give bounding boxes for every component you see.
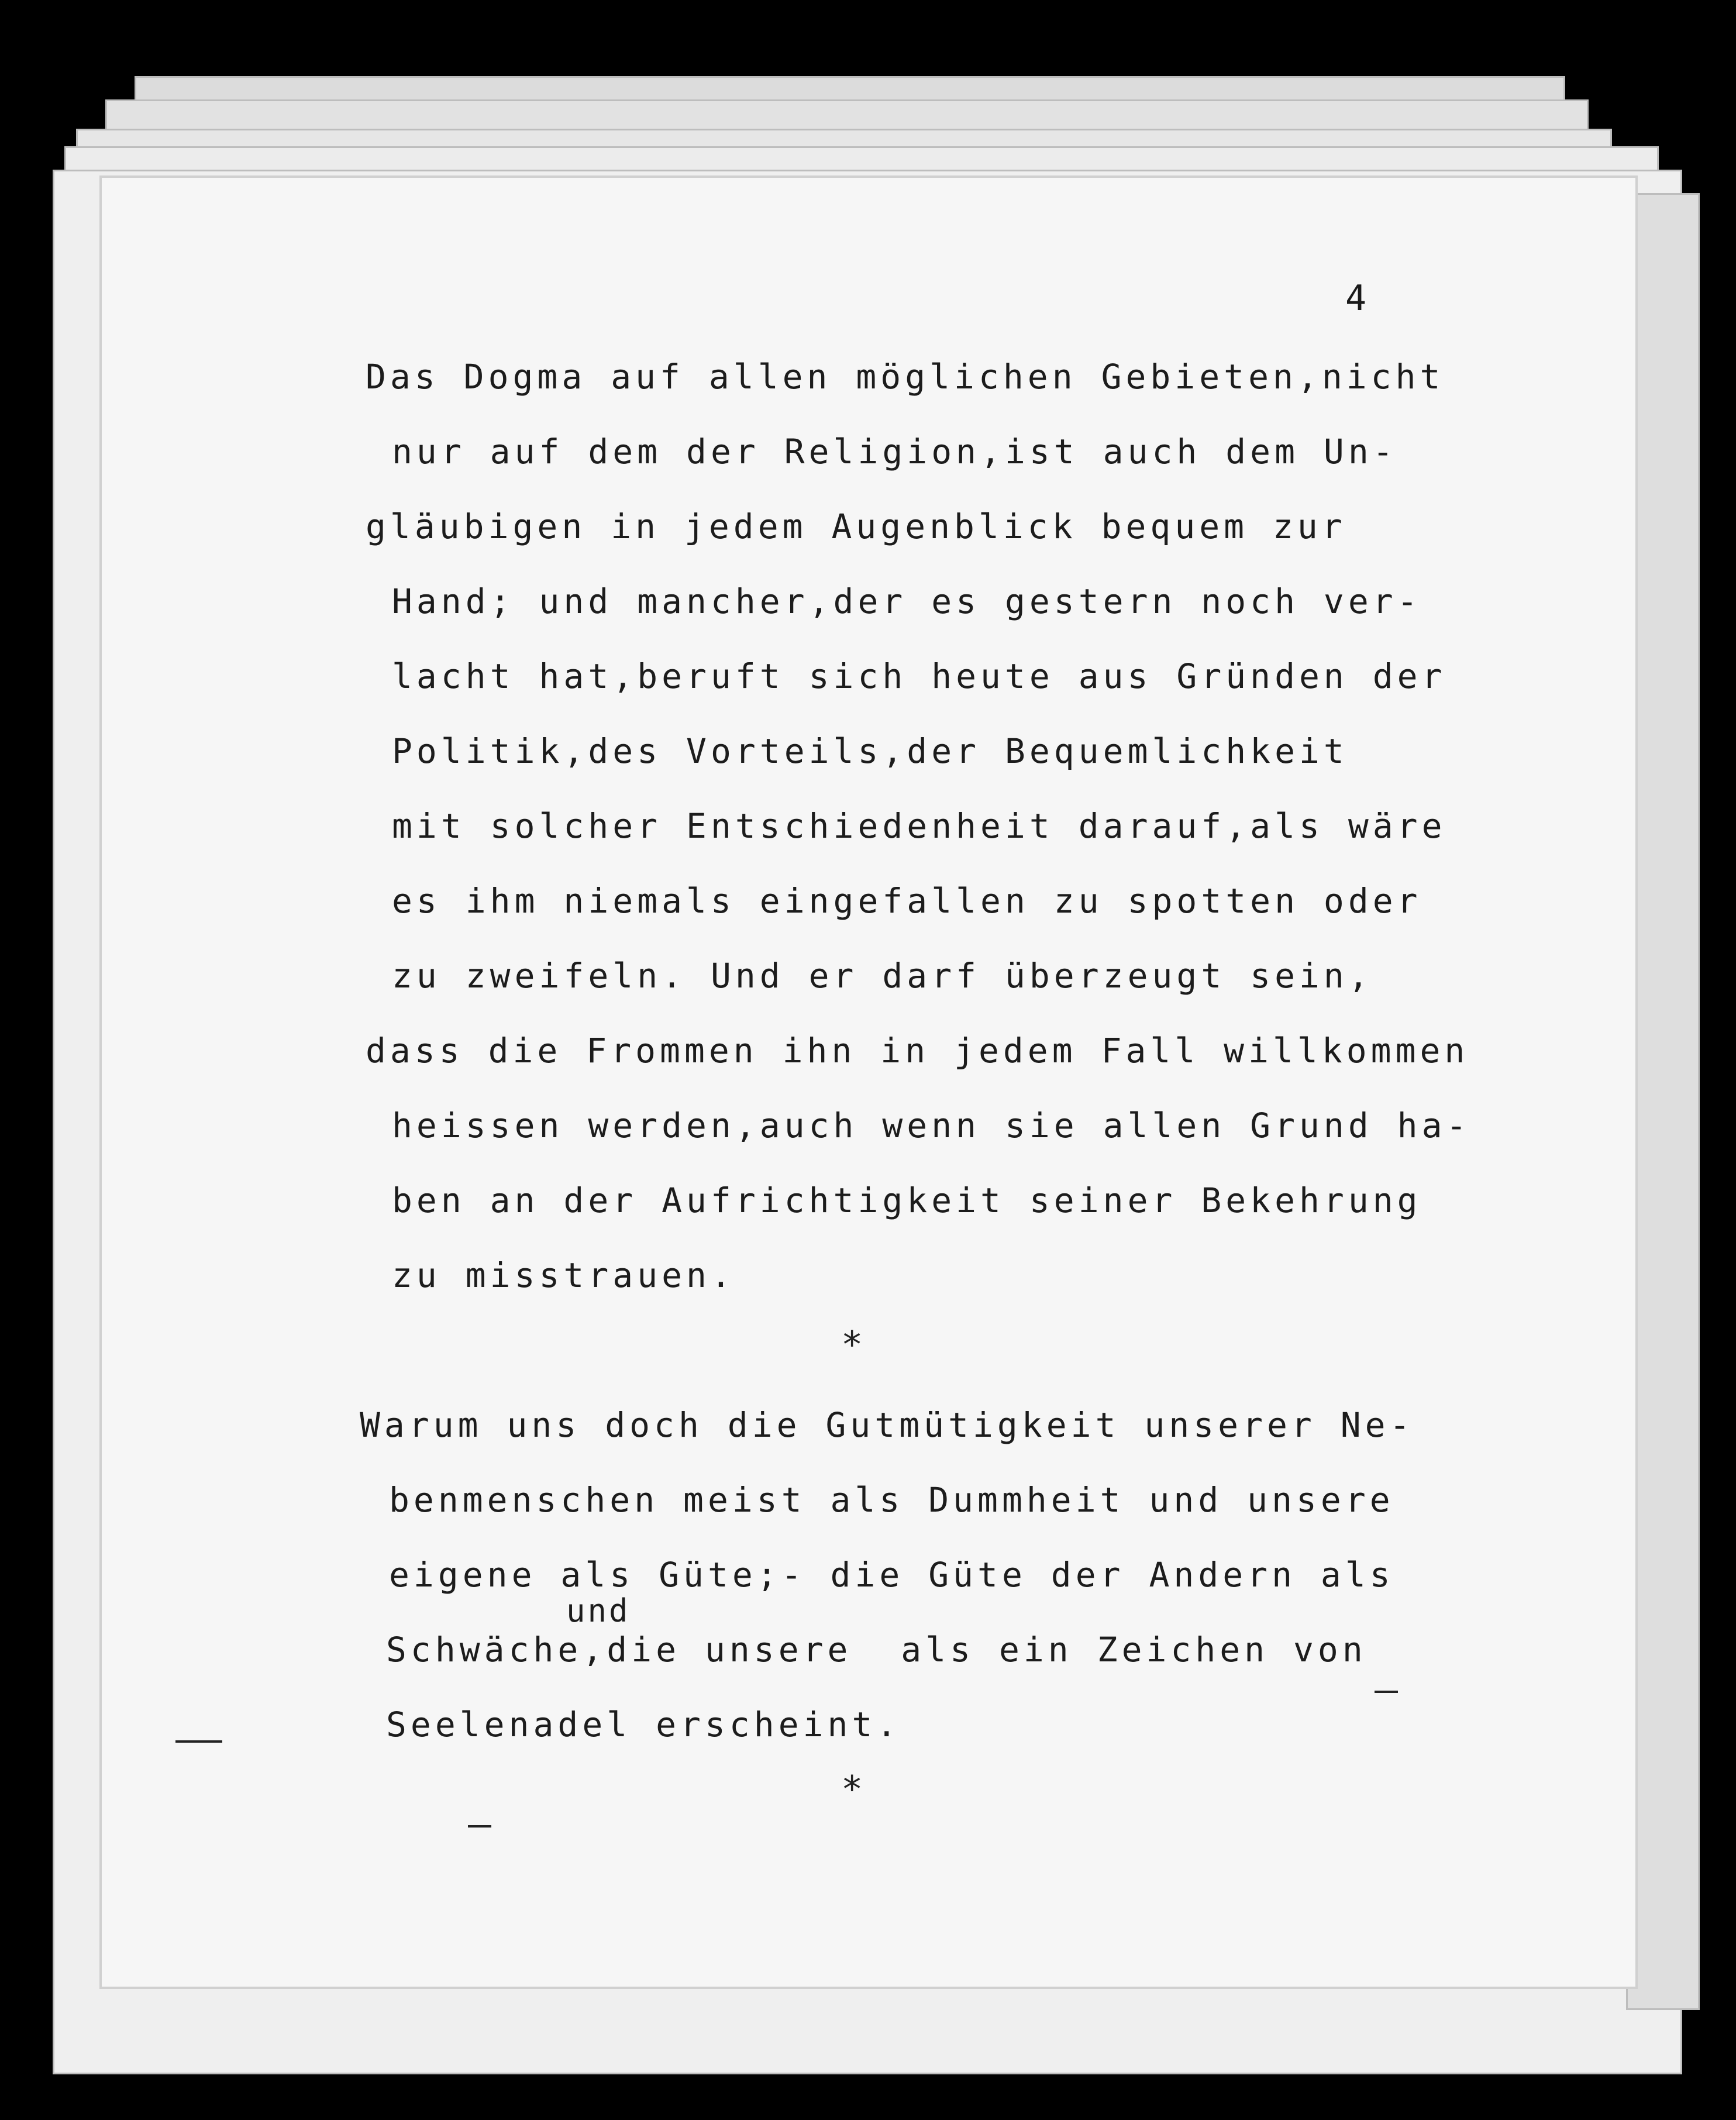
text-line: zu zweifeln. Und er darf überzeugt sein, xyxy=(392,956,1373,996)
text-line: eigene als Güte;- die Güte der Andern als xyxy=(389,1555,1394,1595)
section-separator: * xyxy=(841,1768,863,1811)
handwritten-insertion: und xyxy=(566,1592,631,1629)
text-line: Hand; und mancher,der es gestern noch ver- xyxy=(392,581,1422,621)
text-line: heissen werden,auch wenn sie allen Grund ha- xyxy=(392,1106,1471,1145)
text-line: dass die Frommen ihn in jedem Fall willkommen xyxy=(366,1031,1469,1071)
stray-mark xyxy=(175,1740,222,1743)
text-line: mit solcher Entschiedenheit darauf,als wäre xyxy=(392,806,1446,846)
text-line: ben an der Aufrichtigkeit seiner Bekehrung xyxy=(392,1181,1422,1220)
text-line: Schwäche,die unsere als ein Zeichen von xyxy=(386,1630,1367,1670)
text-line: Seelenadel erscheint. xyxy=(386,1705,901,1744)
text-line: zu misstrauen. xyxy=(392,1255,735,1295)
text-line: nur auf dem der Religion,ist auch dem Un- xyxy=(392,432,1397,472)
page-number: 4 xyxy=(1345,278,1367,319)
text-line: benmenschen meist als Dummheit und unsere xyxy=(389,1480,1394,1520)
text-line: lacht hat,beruft sich heute aus Gründen der xyxy=(392,656,1446,696)
text-line: gläubigen in jedem Augenblick bequem zur xyxy=(366,507,1346,546)
text-line: Das Dogma auf allen möglichen Gebieten,nicht xyxy=(366,357,1445,397)
stray-mark xyxy=(1375,1691,1398,1693)
text-line: Politik,des Vorteils,der Bequemlichkeit xyxy=(392,731,1348,771)
text-line: Warum uns doch die Gutmütigkeit unserer Ne- xyxy=(360,1405,1414,1445)
stray-mark xyxy=(468,1825,491,1828)
text-line: es ihm niemals eingefallen zu spotten oder xyxy=(392,881,1422,921)
section-separator: * xyxy=(841,1323,863,1366)
